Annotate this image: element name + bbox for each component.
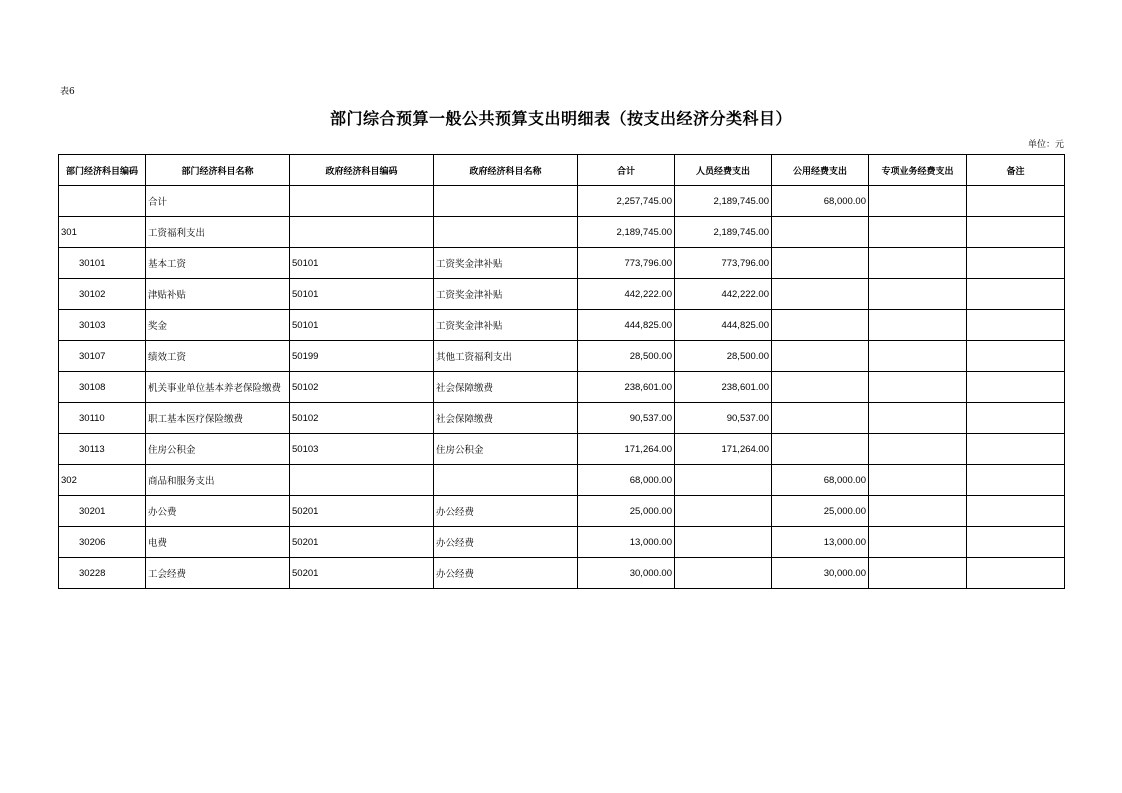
dept-name-cell: 基本工资 xyxy=(146,248,290,279)
special-cell xyxy=(869,279,967,310)
column-header: 备注 xyxy=(967,155,1065,186)
dept-name-cell: 工资福利支出 xyxy=(146,217,290,248)
gov-code-cell xyxy=(290,217,434,248)
dept-code-cell: 30108 xyxy=(59,372,146,403)
personnel-cell xyxy=(675,465,772,496)
note-cell xyxy=(967,465,1065,496)
note-cell xyxy=(967,310,1065,341)
total-cell: 68,000.00 xyxy=(578,465,675,496)
total-cell: 773,796.00 xyxy=(578,248,675,279)
gov-name-cell: 办公经费 xyxy=(434,527,578,558)
special-cell xyxy=(869,217,967,248)
dept-code-cell: 30201 xyxy=(59,496,146,527)
dept-name-cell: 机关事业单位基本养老保险缴费 xyxy=(146,372,290,403)
gov-name-cell xyxy=(434,465,578,496)
total-cell: 30,000.00 xyxy=(578,558,675,589)
gov-code-cell: 50102 xyxy=(290,372,434,403)
table-row xyxy=(59,496,1065,527)
column-header: 专项业务经费支出 xyxy=(869,155,967,186)
special-cell xyxy=(869,434,967,465)
personnel-cell: 28,500.00 xyxy=(675,341,772,372)
column-header: 合计 xyxy=(578,155,675,186)
gov-code-cell: 50201 xyxy=(290,527,434,558)
dept-code-cell: 301 xyxy=(59,217,146,248)
note-cell xyxy=(967,403,1065,434)
personnel-cell: 2,189,745.00 xyxy=(675,186,772,217)
public-cell xyxy=(772,279,869,310)
total-cell: 2,257,745.00 xyxy=(578,186,675,217)
dept-code-cell: 30107 xyxy=(59,341,146,372)
dept-name-cell: 津贴补贴 xyxy=(146,279,290,310)
dept-name-cell: 合计 xyxy=(146,186,290,217)
table-row xyxy=(59,527,1065,558)
gov-code-cell: 50101 xyxy=(290,248,434,279)
note-cell xyxy=(967,217,1065,248)
total-cell: 25,000.00 xyxy=(578,496,675,527)
dept-name-cell: 职工基本医疗保险缴费 xyxy=(146,403,290,434)
gov-name-cell xyxy=(434,217,578,248)
note-cell xyxy=(967,279,1065,310)
dept-name-cell: 住房公积金 xyxy=(146,434,290,465)
gov-name-cell: 工资奖金津补贴 xyxy=(434,248,578,279)
dept-code-cell: 30228 xyxy=(59,558,146,589)
gov-code-cell: 50201 xyxy=(290,496,434,527)
column-header: 公用经费支出 xyxy=(772,155,869,186)
dept-code-cell: 30102 xyxy=(59,279,146,310)
special-cell xyxy=(869,496,967,527)
gov-name-cell: 社会保障缴费 xyxy=(434,372,578,403)
table-row-total xyxy=(59,186,1065,217)
gov-code-cell: 50201 xyxy=(290,558,434,589)
column-header: 政府经济科目名称 xyxy=(434,155,578,186)
total-cell: 238,601.00 xyxy=(578,372,675,403)
public-cell: 68,000.00 xyxy=(772,465,869,496)
table-row xyxy=(59,310,1065,341)
gov-code-cell: 50101 xyxy=(290,310,434,341)
gov-code-cell: 50101 xyxy=(290,279,434,310)
dept-code-cell: 30110 xyxy=(59,403,146,434)
gov-name-cell: 办公经费 xyxy=(434,558,578,589)
gov-code-cell xyxy=(290,186,434,217)
personnel-cell: 90,537.00 xyxy=(675,403,772,434)
note-cell xyxy=(967,434,1065,465)
gov-name-cell: 工资奖金津补贴 xyxy=(434,279,578,310)
public-cell xyxy=(772,434,869,465)
personnel-cell: 442,222.00 xyxy=(675,279,772,310)
unit-label: 单位：元 xyxy=(1027,140,1064,150)
table-row xyxy=(59,341,1065,372)
public-cell xyxy=(772,310,869,341)
dept-name-cell: 工会经费 xyxy=(146,558,290,589)
dept-code-cell: 30101 xyxy=(59,248,146,279)
column-header: 部门经济科目编码 xyxy=(59,155,146,186)
budget-table xyxy=(58,154,1065,589)
public-cell: 25,000.00 xyxy=(772,496,869,527)
personnel-cell xyxy=(675,496,772,527)
table-row xyxy=(59,248,1065,279)
note-cell xyxy=(967,372,1065,403)
dept-name-cell: 办公费 xyxy=(146,496,290,527)
table-header-row xyxy=(59,155,1065,186)
dept-code-cell: 30113 xyxy=(59,434,146,465)
gov-name-cell: 社会保障缴费 xyxy=(434,403,578,434)
dept-name-cell: 电费 xyxy=(146,527,290,558)
special-cell xyxy=(869,186,967,217)
gov-code-cell xyxy=(290,465,434,496)
column-header: 政府经济科目编码 xyxy=(290,155,434,186)
gov-code-cell: 50199 xyxy=(290,341,434,372)
gov-name-cell: 工资奖金津补贴 xyxy=(434,310,578,341)
table-row xyxy=(59,434,1065,465)
dept-name-cell: 绩效工资 xyxy=(146,341,290,372)
dept-name-cell: 奖金 xyxy=(146,310,290,341)
total-cell: 90,537.00 xyxy=(578,403,675,434)
total-cell: 171,264.00 xyxy=(578,434,675,465)
dept-code-cell: 30206 xyxy=(59,527,146,558)
dept-name-cell: 商品和服务支出 xyxy=(146,465,290,496)
special-cell xyxy=(869,248,967,279)
note-cell xyxy=(967,558,1065,589)
note-cell xyxy=(967,527,1065,558)
personnel-cell xyxy=(675,558,772,589)
gov-code-cell: 50102 xyxy=(290,403,434,434)
page-title: 部门综合预算一般公共预算支出明细表（按支出经济分类科目） xyxy=(329,109,792,128)
dept-code-cell: 302 xyxy=(59,465,146,496)
table-row xyxy=(59,403,1065,434)
personnel-cell: 171,264.00 xyxy=(675,434,772,465)
personnel-cell: 444,825.00 xyxy=(675,310,772,341)
column-header: 人员经费支出 xyxy=(675,155,772,186)
dept-code-cell: 30103 xyxy=(59,310,146,341)
special-cell xyxy=(869,558,967,589)
note-cell xyxy=(967,341,1065,372)
dept-code-cell xyxy=(59,186,146,217)
note-cell xyxy=(967,248,1065,279)
public-cell xyxy=(772,341,869,372)
public-cell xyxy=(772,372,869,403)
gov-name-cell xyxy=(434,186,578,217)
column-header: 部门经济科目名称 xyxy=(146,155,290,186)
public-cell xyxy=(772,217,869,248)
gov-name-cell: 办公经费 xyxy=(434,496,578,527)
personnel-cell: 773,796.00 xyxy=(675,248,772,279)
public-cell xyxy=(772,403,869,434)
gov-code-cell: 50103 xyxy=(290,434,434,465)
note-cell xyxy=(967,496,1065,527)
public-cell: 13,000.00 xyxy=(772,527,869,558)
special-cell xyxy=(869,465,967,496)
special-cell xyxy=(869,372,967,403)
table-row xyxy=(59,372,1065,403)
total-cell: 13,000.00 xyxy=(578,527,675,558)
personnel-cell: 2,189,745.00 xyxy=(675,217,772,248)
special-cell xyxy=(869,527,967,558)
table-label: 表6 xyxy=(60,87,75,97)
table-row-category xyxy=(59,217,1065,248)
personnel-cell: 238,601.00 xyxy=(675,372,772,403)
note-cell xyxy=(967,186,1065,217)
special-cell xyxy=(869,403,967,434)
total-cell: 442,222.00 xyxy=(578,279,675,310)
total-cell: 2,189,745.00 xyxy=(578,217,675,248)
public-cell xyxy=(772,248,869,279)
public-cell: 68,000.00 xyxy=(772,186,869,217)
table-row xyxy=(59,279,1065,310)
special-cell xyxy=(869,341,967,372)
table-row-category xyxy=(59,465,1065,496)
personnel-cell xyxy=(675,527,772,558)
public-cell: 30,000.00 xyxy=(772,558,869,589)
special-cell xyxy=(869,310,967,341)
gov-name-cell: 其他工资福利支出 xyxy=(434,341,578,372)
table-row xyxy=(59,558,1065,589)
gov-name-cell: 住房公积金 xyxy=(434,434,578,465)
total-cell: 444,825.00 xyxy=(578,310,675,341)
total-cell: 28,500.00 xyxy=(578,341,675,372)
